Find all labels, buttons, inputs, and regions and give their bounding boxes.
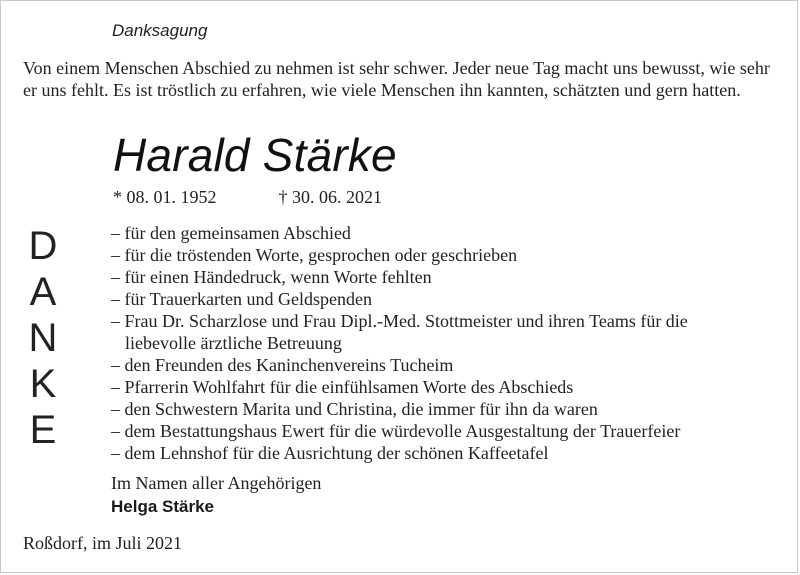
- signature-line: Im Namen aller Angehörigen: [111, 473, 322, 493]
- list-item: – für die tröstenden Worte, gesprochen oder geschrieben: [111, 245, 518, 265]
- danke-letter: E: [29, 408, 57, 452]
- deceased-name: Harald Stärke: [113, 129, 397, 181]
- list-item: – Pfarrerin Wohlfahrt für die einfühlsamen Worte des Abschieds: [111, 377, 574, 397]
- list-item: – für einen Händedruck, wenn Worte fehlten: [111, 267, 432, 287]
- list-item: – den Freunden des Kaninchenvereins Tucheim: [111, 355, 454, 375]
- danke-letter: N: [28, 316, 58, 360]
- list-item: – dem Lehnshof für die Ausrichtung der schönen Kaffeetafel: [111, 443, 549, 463]
- heading: Danksagung: [112, 21, 208, 40]
- list-item: – für den gemeinsamen Abschied: [111, 223, 351, 243]
- thanks-list: [111, 222, 761, 464]
- signature-name: Helga Stärke: [111, 497, 214, 516]
- list-item: – für Trauerkarten und Geldspenden: [111, 289, 372, 309]
- danke-letter: K: [29, 362, 57, 406]
- place-date: Roßdorf, im Juli 2021: [23, 533, 183, 553]
- danke-vertical: [23, 223, 63, 453]
- life-dates: [113, 187, 382, 208]
- death-date: † 30. 06. 2021: [278, 187, 382, 207]
- list-item: – Frau Dr. Scharzlose und Frau Dipl.-Med. Stottmeister und ihren Teams für die liebevolle ärztliche Betreuung: [111, 311, 688, 353]
- list-item: – dem Bestattungshaus Ewert für die würdevolle Ausgestaltung der Trauerfeier: [111, 421, 681, 441]
- birth-date: * 08. 01. 1952: [113, 187, 217, 207]
- list-item: – den Schwestern Marita und Christina, die immer für ihn da waren: [111, 399, 598, 419]
- intro-text: Von einem Menschen Abschied zu nehmen ist sehr schwer. Jeder neue Tag macht uns bewusst, wie sehr er uns fehlt. Es ist tröstlich zu erfahren, wie viele Menschen ihn kannten, schätzten und gern hatten.: [23, 58, 770, 100]
- danke-letter: A: [29, 270, 57, 314]
- danke-letter: D: [28, 224, 58, 268]
